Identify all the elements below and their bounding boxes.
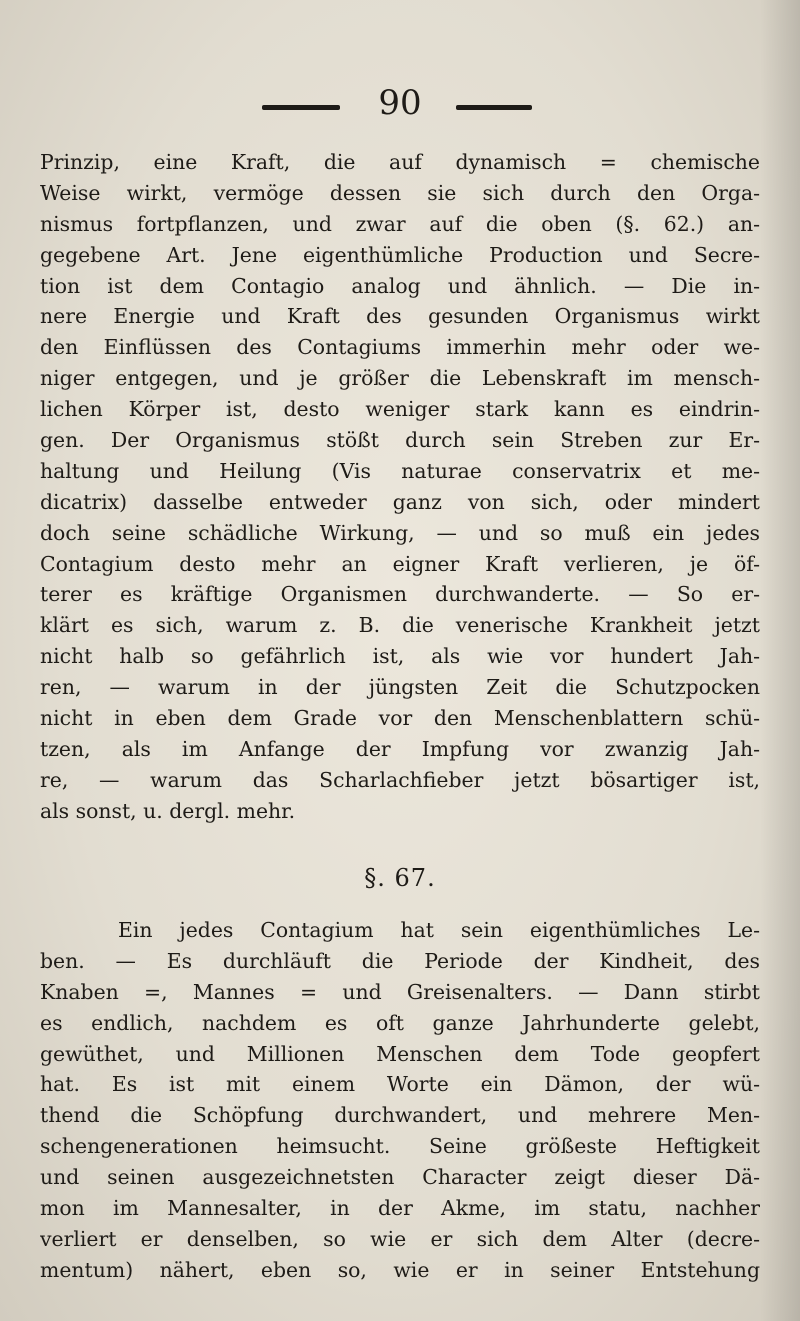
text-line: und seinen ausgezeichnetsten Character zeigt dieser Dä- xyxy=(40,1165,760,1190)
text-line: terer es kräftige Organismen durchwanderte. — So er- xyxy=(40,582,760,607)
paragraph-2 xyxy=(40,915,760,1286)
text-line: als sonst, u. dergl. mehr. xyxy=(40,798,296,823)
text-line: klärt es sich, warum z. B. die venerische Krankheit jetzt xyxy=(40,613,760,638)
text-line: es endlich, nachdem es oft ganze Jahrhunderte gelebt, xyxy=(40,1010,760,1035)
page-edge-shadow xyxy=(760,0,800,1321)
text-line: ren, — warum in der jüngsten Zeit die Schutzpocken xyxy=(40,675,760,700)
text-line: den Einflüssen des Contagiums immerhin mehr oder we- xyxy=(40,335,760,360)
text-line: mentum) nähert, eben so, wie er in seiner Entstehung xyxy=(40,1257,760,1282)
text-line: nicht halb so gefährlich ist, als wie vor hundert Jah- xyxy=(40,644,760,669)
text-line: tzen, als im Anfange der Impfung vor zwanzig Jah- xyxy=(40,736,760,761)
text-line: thend die Schöpfung durchwandert, und mehrere Men- xyxy=(40,1103,760,1128)
text-line: nismus fortpflanzen, und zwar auf die oben (§. 62.) an- xyxy=(40,211,760,236)
text-line: mon im Mannesalter, in der Akme, im statu, nachher xyxy=(40,1196,760,1221)
text-line: niger entgegen, und je größer die Lebenskraft im mensch- xyxy=(40,366,760,391)
text-line: Ein jedes Contagium hat sein eigenthümliches Le- xyxy=(118,918,760,942)
text-line: Weise wirkt, vermöge dessen sie sich durch den Orga- xyxy=(40,180,760,205)
text-line: Prinzip, eine Kraft, die auf dynamisch = chemische xyxy=(40,150,760,174)
page-number: 90 xyxy=(378,83,422,123)
text-line: nicht in eben dem Grade vor den Menschenblattern schü- xyxy=(40,706,760,731)
text-line: gegebene Art. Jene eigenthümliche Production und Secre- xyxy=(40,242,760,267)
text-line: schengenerationen heimsucht. Seine größeste Heftigkeit xyxy=(40,1134,760,1159)
text-line: dicatrix) dasselbe entweder ganz von sich, oder mindert xyxy=(40,489,760,514)
section-heading: §. 67. xyxy=(364,864,436,892)
header-rule-right xyxy=(456,105,532,110)
text-line: gen. Der Organismus stößt durch sein Streben zur Er- xyxy=(40,428,760,453)
page-header xyxy=(0,78,800,128)
text-line: ben. — Es durchläuft die Periode der Kindheit, des xyxy=(40,948,760,973)
text-line: re, — warum das Scharlachfieber jetzt bösartiger ist, xyxy=(40,767,760,792)
text-line: Contagium desto mehr an eigner Kraft verlieren, je öf- xyxy=(40,551,760,576)
text-line: haltung und Heilung (Vis naturae conservatrix et me- xyxy=(40,458,760,483)
paragraph-1 xyxy=(40,147,760,827)
text-line: lichen Körper ist, desto weniger stark kann es eindrin- xyxy=(40,397,760,422)
text-line: Knaben =, Mannes = und Greisenalters. — Dann stirbt xyxy=(40,979,760,1004)
text-line: hat. Es ist mit einem Worte ein Dämon, der wü- xyxy=(40,1072,760,1097)
text-line: verliert er denselben, so wie er sich dem Alter (decre- xyxy=(40,1226,760,1251)
text-line: nere Energie und Kraft des gesunden Organismus wirkt xyxy=(40,304,760,329)
header-rule-left xyxy=(262,105,340,110)
text-line: gewüthet, und Millionen Menschen dem Tode geopfert xyxy=(40,1041,760,1066)
text-line: tion ist dem Contagio analog und ähnlich. — Die in- xyxy=(40,273,760,298)
text-line: doch seine schädliche Wirkung, — und so muß ein jedes xyxy=(40,520,760,545)
